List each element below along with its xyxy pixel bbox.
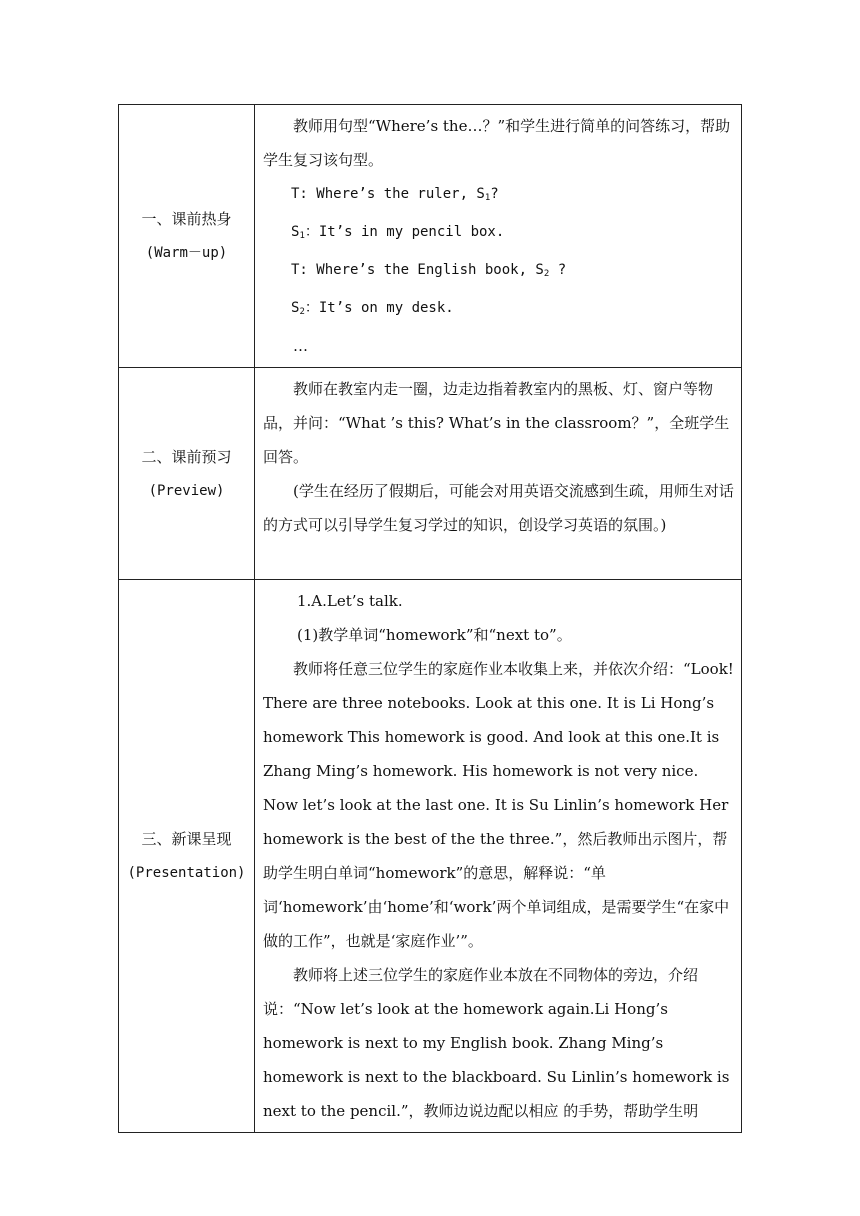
subscript: 1 (484, 193, 491, 203)
paragraph: 教师用句型“Where’s the…？”和学生进行简单的问答练习，帮助学生复习该句型。 (263, 117, 731, 169)
subscript: 2 (299, 307, 305, 317)
stage-cell (119, 368, 255, 580)
dialogue-text: S (291, 300, 300, 316)
dialogue-text: ：It’s in my pencil box. (304, 224, 505, 240)
paragraph: 教师将任意三位学生的家庭作业本收集上来，并依次介绍：“Look! There are three notebooks. Look at this one. It is Li Hong’s homework This homework is good. And look at this one.It is Zhang Ming’s homework. His homework is not very nice. Now let’s look at the last one. It is Su Linlin’s homework Her homework is the best of the the three.”，然后教师出示图片，帮助学生明白单词“homework”的意思，解释说：“单词‘homework’由‘home’和‘work’两个单词组成，是需要学生“在家中做的工作”，也就是‘家庭作业’”。 (263, 660, 734, 950)
subsection-heading: (1)教学单词“homework”和“next to”。 (297, 626, 572, 644)
stage-title-zh: 三、新课呈现 (141, 830, 232, 848)
paragraph-note: (学生在经历了假期后，可能会对用英语交流感到生疏，用师生对话的方式可以引导学生复习学过的知识，创设学习英语的氛围。) (263, 482, 734, 534)
dialogue-text: S (291, 224, 300, 240)
content-cell (255, 580, 742, 1133)
dialogue-text: ? (490, 186, 499, 202)
dialogue-line (263, 291, 735, 329)
content-cell (255, 368, 742, 580)
ellipsis: … (293, 337, 308, 355)
dialogue-text: T: Where’s the English book, S (291, 262, 544, 278)
dialogue-line (263, 253, 735, 291)
lesson-plan-table (118, 104, 742, 1133)
stage-title-en: (Preview) (148, 482, 225, 499)
dialogue-text: ? (549, 262, 567, 278)
dialogue-text: T: Where’s the ruler, S (291, 186, 485, 202)
stage-cell (119, 580, 255, 1133)
dialogue-line (263, 215, 735, 253)
dialogue-line (263, 177, 735, 215)
table-row (119, 580, 742, 1133)
table-row (119, 105, 742, 368)
stage-title-en: (Warm－up) (145, 245, 228, 261)
table-row (119, 368, 742, 580)
dialogue-text: ：It’s on my desk. (304, 300, 454, 316)
section-heading: 1.A.Let’s talk. (297, 592, 403, 610)
content-cell (255, 105, 742, 368)
stage-title-zh: 一、课前热身 (141, 210, 232, 228)
stage-title-en: (Presentation) (127, 865, 246, 881)
subscript: 2 (543, 269, 550, 279)
subscript: 1 (299, 231, 305, 241)
paragraph: 教师将上述三位学生的家庭作业本放在不同物体的旁边，介绍说：“Now let’s look at the homework again.Li Hong’s homework is next to my English book. Zhang Ming’s homework is next to the blackboard. Su Linlin’s homework is next to the pencil.”，教师边说边配以相应 的手势，帮助学生明 (263, 966, 730, 1120)
stage-title-zh: 二、课前预习 (141, 447, 232, 466)
paragraph: 教师在教室内走一圈，边走边指着教室内的黑板、灯、窗户等物品，并问：“What ’s this? What’s in the classroom？”，全班学生回答。 (263, 380, 730, 466)
stage-cell (119, 105, 255, 368)
